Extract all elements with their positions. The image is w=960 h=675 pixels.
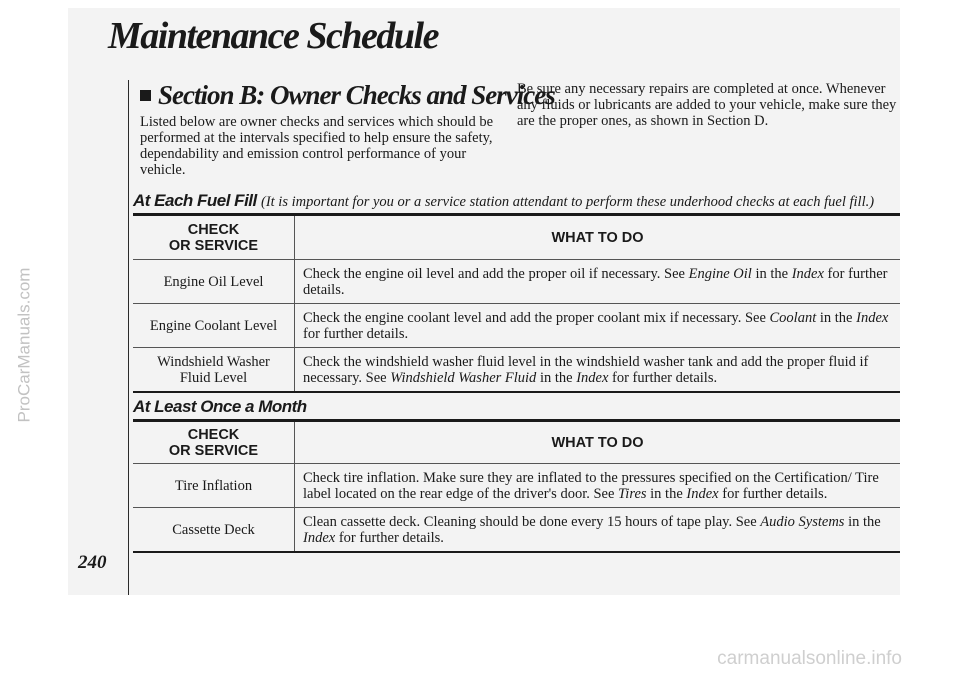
todo-cell [295, 508, 901, 553]
monthly-heading-text: At Least Once a Month [133, 397, 307, 416]
todo-text: Check the windshield washer fluid level in the windshield washer tank and add the proper fluid if necessary. See [303, 353, 869, 386]
check-cell: Tire Inflation [133, 464, 295, 508]
monthly-heading [133, 397, 307, 417]
check-cell: Engine Coolant Level [133, 304, 295, 348]
side-watermark-text: ProCarManuals.com [14, 267, 34, 423]
section-note: Be sure any necessary repairs are completed at once. Whenever any fluids or lubricants are added to your vehicle, make sure they are the proper ones, as shown in Section D. [517, 81, 897, 129]
todo-text: Check the engine oil level and add the proper oil if necessary. See [303, 265, 689, 282]
table-header-row [133, 421, 900, 464]
check-cell-line1: Windshield Washer [157, 353, 270, 370]
margin-rule [128, 80, 129, 595]
todo-reference: Engine Oil [688, 265, 752, 282]
todo-index-ref: Index [303, 529, 336, 546]
todo-text: in the [844, 513, 881, 530]
todo-text: in the [646, 485, 687, 502]
table-row [133, 348, 900, 393]
check-cell: Cassette Deck [133, 508, 295, 553]
check-header-line2: OR SERVICE [168, 237, 259, 254]
todo-text: for further details. [718, 485, 828, 502]
todo-cell [295, 464, 901, 508]
todo-index-ref: Index [791, 265, 824, 282]
table-row [133, 464, 900, 508]
todo-text: for further details. [303, 325, 409, 342]
section-intro: Listed below are owner checks and services which should be performed at the intervals specified to help ensure the safety, dependability and emission control performance of your vehicle. [140, 114, 494, 178]
check-header-line1: CHECK [187, 221, 240, 238]
todo-text: for further details. [335, 529, 444, 546]
todo-column-header: WHAT TO DO [295, 421, 901, 464]
todo-text: in the [816, 309, 857, 326]
todo-text: in the [536, 369, 577, 386]
todo-index-ref: Index [576, 369, 609, 386]
check-cell [133, 348, 295, 393]
check-cell-line2: Fluid Level [179, 369, 248, 386]
page-title: Maintenance Schedule [108, 15, 438, 57]
todo-text: for further details. [303, 265, 888, 298]
fuel-fill-heading [133, 191, 874, 211]
square-bullet-icon [140, 90, 151, 101]
side-watermark [10, 195, 38, 495]
table-row [133, 260, 900, 304]
todo-index-ref: Index [856, 309, 889, 326]
todo-text: for further details. [608, 369, 718, 386]
todo-cell [295, 348, 901, 393]
page-number: 240 [78, 552, 107, 573]
table-row [133, 304, 900, 348]
todo-text: Check tire inflation. Make sure they are inflated to the pressures specified on the Certification/ Tire label located on the rear edge of the driver's door. See [303, 469, 879, 502]
todo-reference: Windshield Washer Fluid [390, 369, 537, 386]
fuel-fill-heading-note: (It is important for you or a service station attendant to perform these underhood checks at each fuel fill.) [260, 194, 875, 210]
todo-column-header: WHAT TO DO [295, 215, 901, 260]
section-heading-text: Section B: Owner Checks and Services [158, 80, 555, 110]
check-header-line2: OR SERVICE [168, 442, 259, 459]
bottom-watermark: carmanualsonline.info [717, 648, 902, 669]
check-cell: Engine Oil Level [133, 260, 295, 304]
table-header-row [133, 215, 900, 260]
check-column-header [133, 421, 295, 464]
todo-reference: Tires [618, 485, 647, 502]
check-column-header [133, 215, 295, 260]
table-row [133, 508, 900, 553]
check-header-line1: CHECK [187, 426, 240, 443]
todo-index-ref: Index [686, 485, 719, 502]
todo-text: Check the engine coolant level and add the proper coolant mix if necessary. See [303, 309, 770, 326]
section-heading [140, 80, 555, 111]
fuel-fill-table [133, 213, 900, 393]
todo-reference: Audio Systems [760, 513, 845, 530]
monthly-table [133, 419, 900, 553]
todo-text: Clean cassette deck. Cleaning should be done every 15 hours of tape play. See [303, 513, 761, 530]
todo-reference: Coolant [769, 309, 817, 326]
todo-text: in the [751, 265, 792, 282]
todo-cell [295, 260, 901, 304]
fuel-fill-heading-text: At Each Fuel Fill [133, 191, 257, 210]
todo-cell [295, 304, 901, 348]
